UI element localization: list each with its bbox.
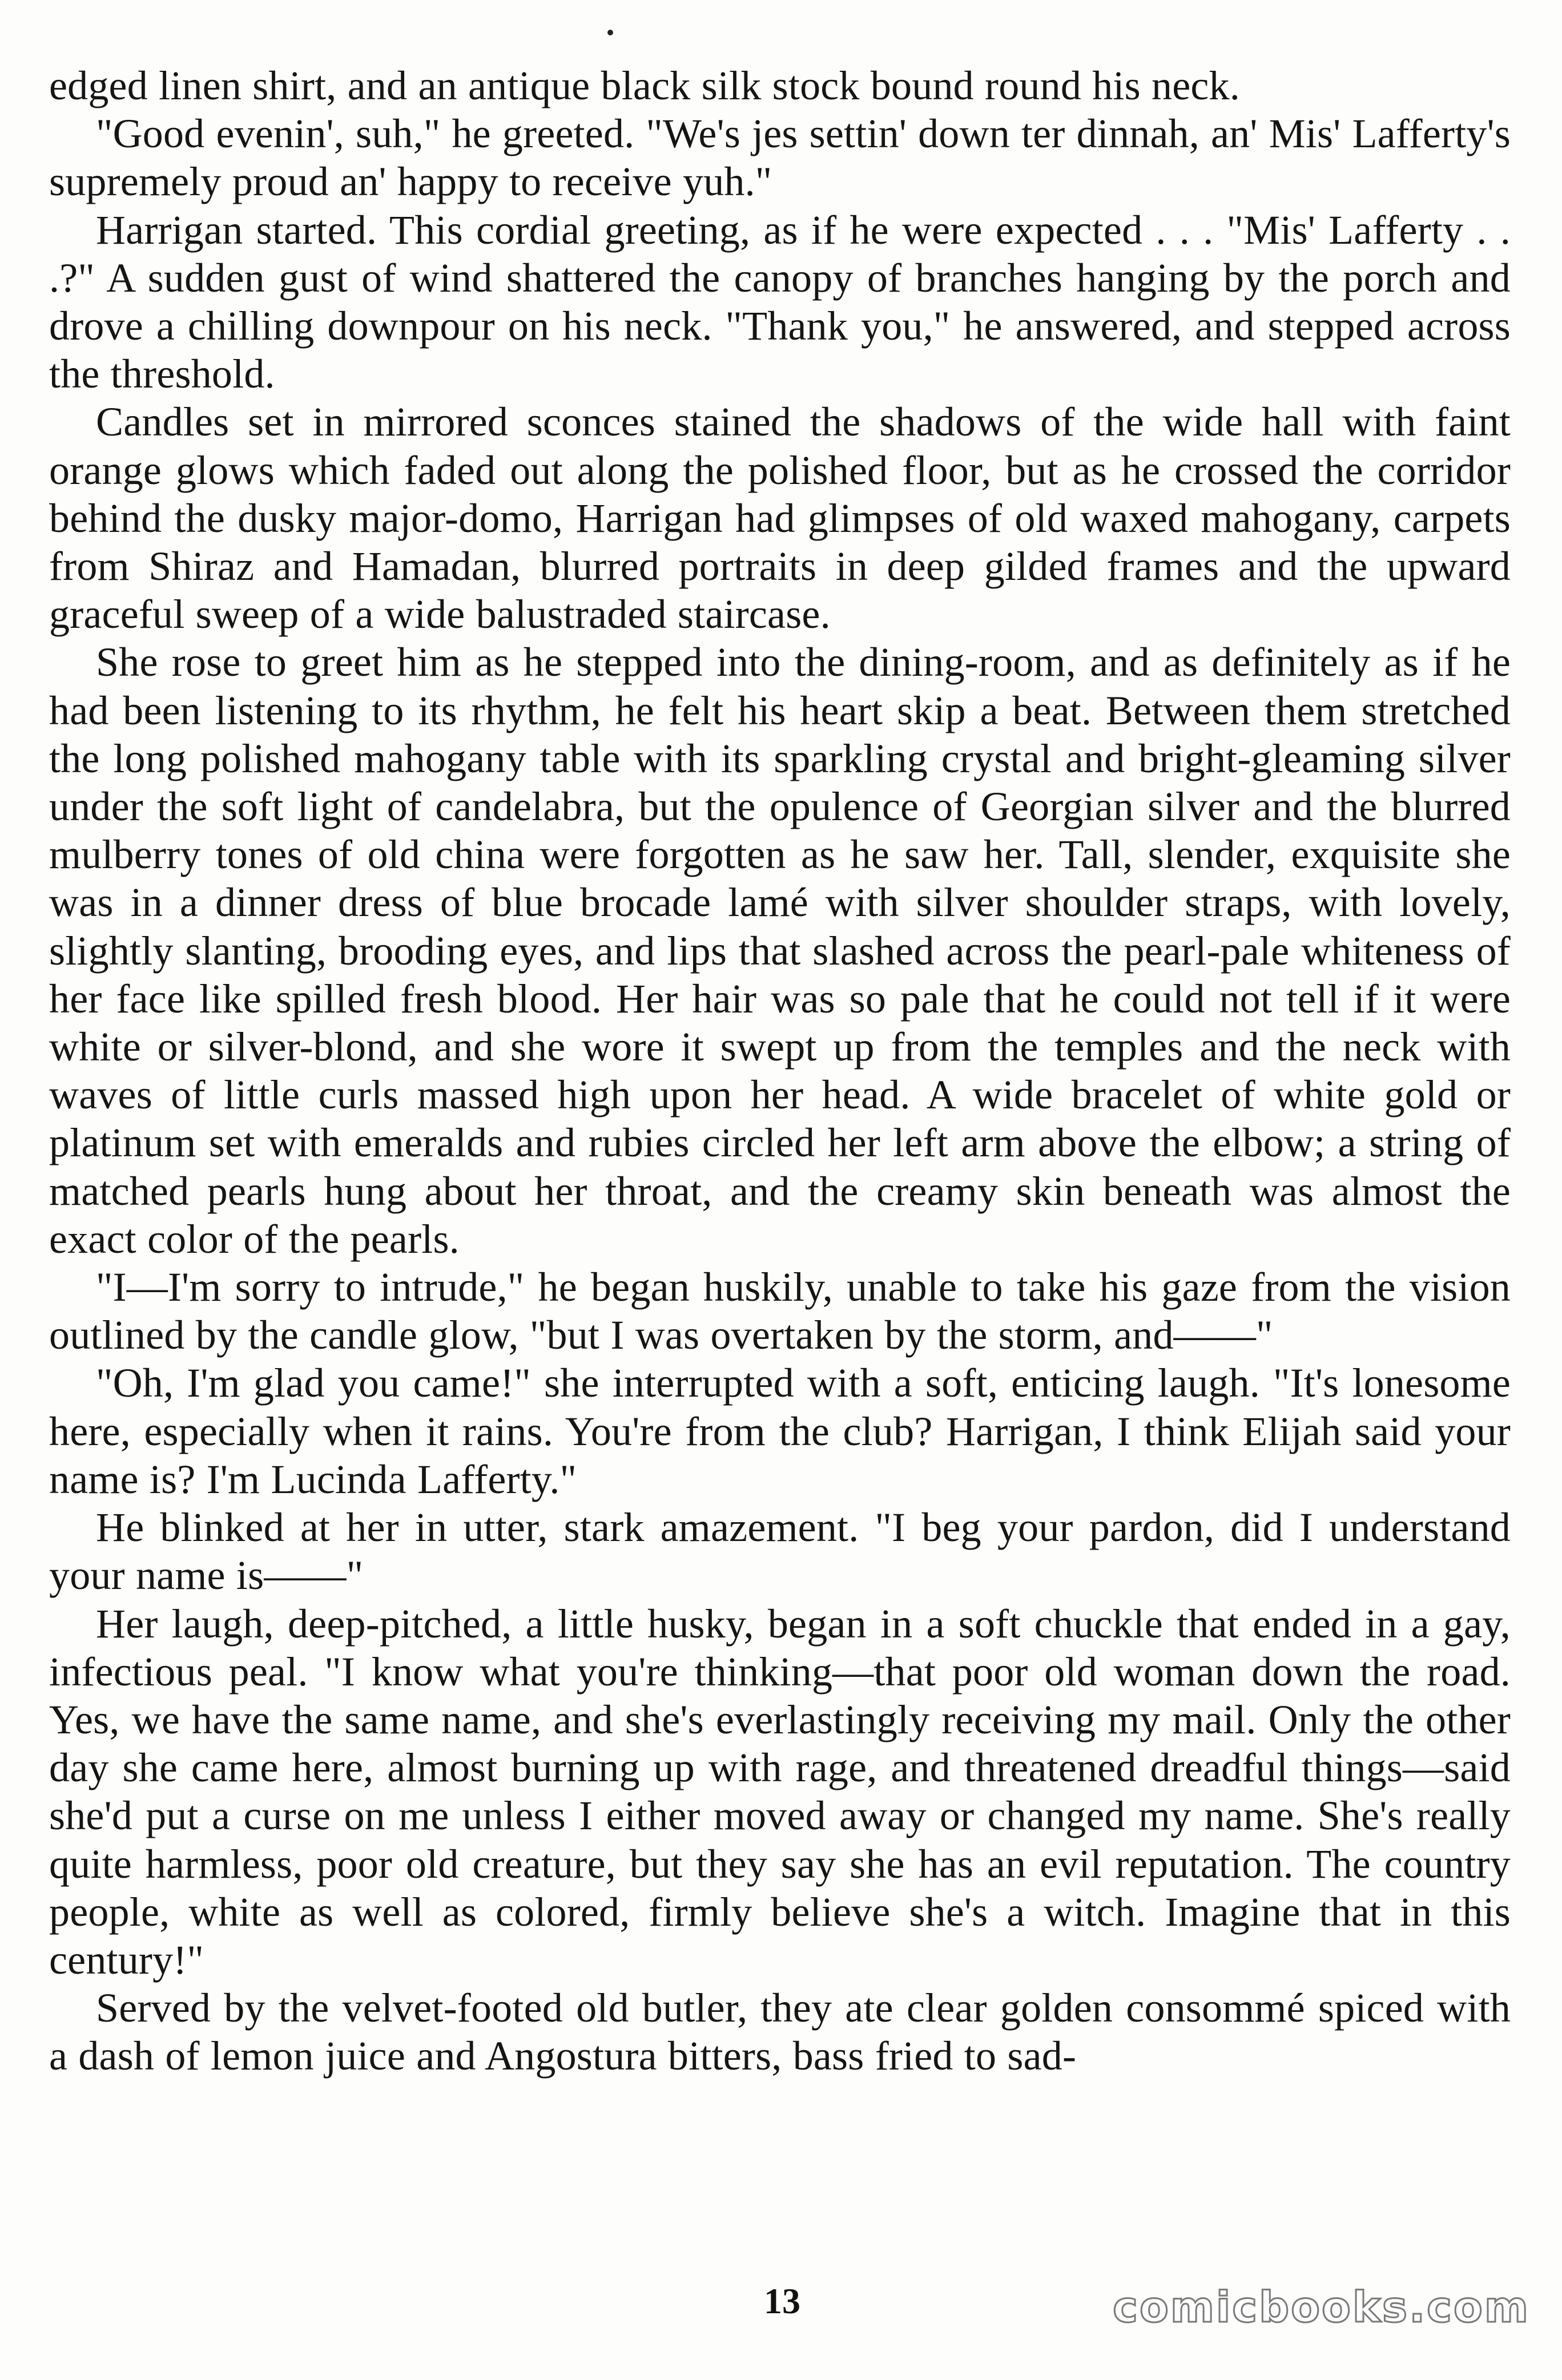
paragraph-8: He blinked at her in utter, stark amazement. "I beg your pardon, did I understand your name is——" <box>49 1504 1511 1599</box>
paragraph-7: "Oh, I'm glad you came!" she interrupted with a soft, enticing laugh. "It's lonesome here, especially when it rains. You're from the club? Harrigan, I think Elijah said your name is? I'm Lucinda Lafferty." <box>49 1360 1511 1502</box>
paragraph-4: Candles set in mirrored sconces stained the shadows of the wide hall with faint orange glows which faded out along the polished floor, but as he crossed the corridor behind the dusky major-domo, Harrigan had glimpses of old waxed mahogany, carpets from Shiraz and Hamadan, blurred portraits in deep gilded frames and the upward graceful sweep of a wide balustraded staircase. <box>49 399 1511 638</box>
page-number: 13 <box>764 2281 800 2321</box>
paragraph-10: Served by the velvet-footed old butler, they ate clear golden consommé spiced with a dash of lemon juice and Angostura bitters, bass fried to sad- <box>49 1985 1511 2079</box>
paragraph-5: She rose to greet him as he stepped into the dining-room, and as definitely as if he had been listening to its rhythm, he felt his heart skip a beat. Between them stretched the long polished mahogany table with its sparkling crystal and bright-gleaming silver under the soft light of candelabra, but the opulence of Georgian silver and the blurred mulberry tones of old china were forgotten as he saw her. Tall, slender, exquisite she was in a dinner dress of blue brocade lamé with silver shoulder straps, with lovely, slightly slanting, brooding eyes, and lips that slashed across the pearl-pale whiteness of her face like spilled fresh blood. Her hair was so pale that he could not tell if it were white or silver-blond, and she wore it swept up from the temples and the neck with waves of little curls massed high upon her head. A wide bracelet of white gold or platinum set with emeralds and rubies circled her left arm above the elbow; a string of matched pearls hung about her throat, and the creamy skin beneath was almost the exact color of the pearls. <box>49 639 1511 1262</box>
paragraph-1: edged linen shirt, and an antique black silk stock bound round his neck. <box>49 63 1240 108</box>
paragraph-2: "Good evenin', suh," he greeted. "We's jes settin' down ter dinnah, an' Mis' Lafferty's supremely proud an' happy to receive yuh." <box>49 111 1511 205</box>
paragraph-3: Harrigan started. This cordial greeting, as if he were expected . . . "Mis' Lafferty . . .?" A sudden gust of wind shattered the canopy of branches hanging by the porch and drove a chilling downpour on his neck. "Thank you," he answered, and stepped across the threshold. <box>49 207 1511 397</box>
paragraph-6: "I—I'm sorry to intrude," he began huskily, unable to take his gaze from the vision outlined by the candle glow, "but I was overtaken by the storm, and——" <box>49 1264 1511 1358</box>
paragraph-9: Her laugh, deep-pitched, a little husky, began in a soft chuckle that ended in a gay, infectious peal. "I know what you're thinking—that poor old woman down the road. Yes, we have the same name, and she's everlastingly receiving my mail. Only the other day she came here, almost burning up with rage, and threatened dreadful things—said she'd put a curse on me unless I either moved away or changed my name. She's really quite harmless, poor old creature, but they say she has an evil reputation. The country people, white as well as colored, firmly believe she's a witch. Imagine that in this century!" <box>49 1600 1511 1983</box>
ink-speck <box>607 30 613 35</box>
body-text <box>49 62 1511 2080</box>
site-watermark: comicbooks.com <box>1113 2283 1530 2332</box>
